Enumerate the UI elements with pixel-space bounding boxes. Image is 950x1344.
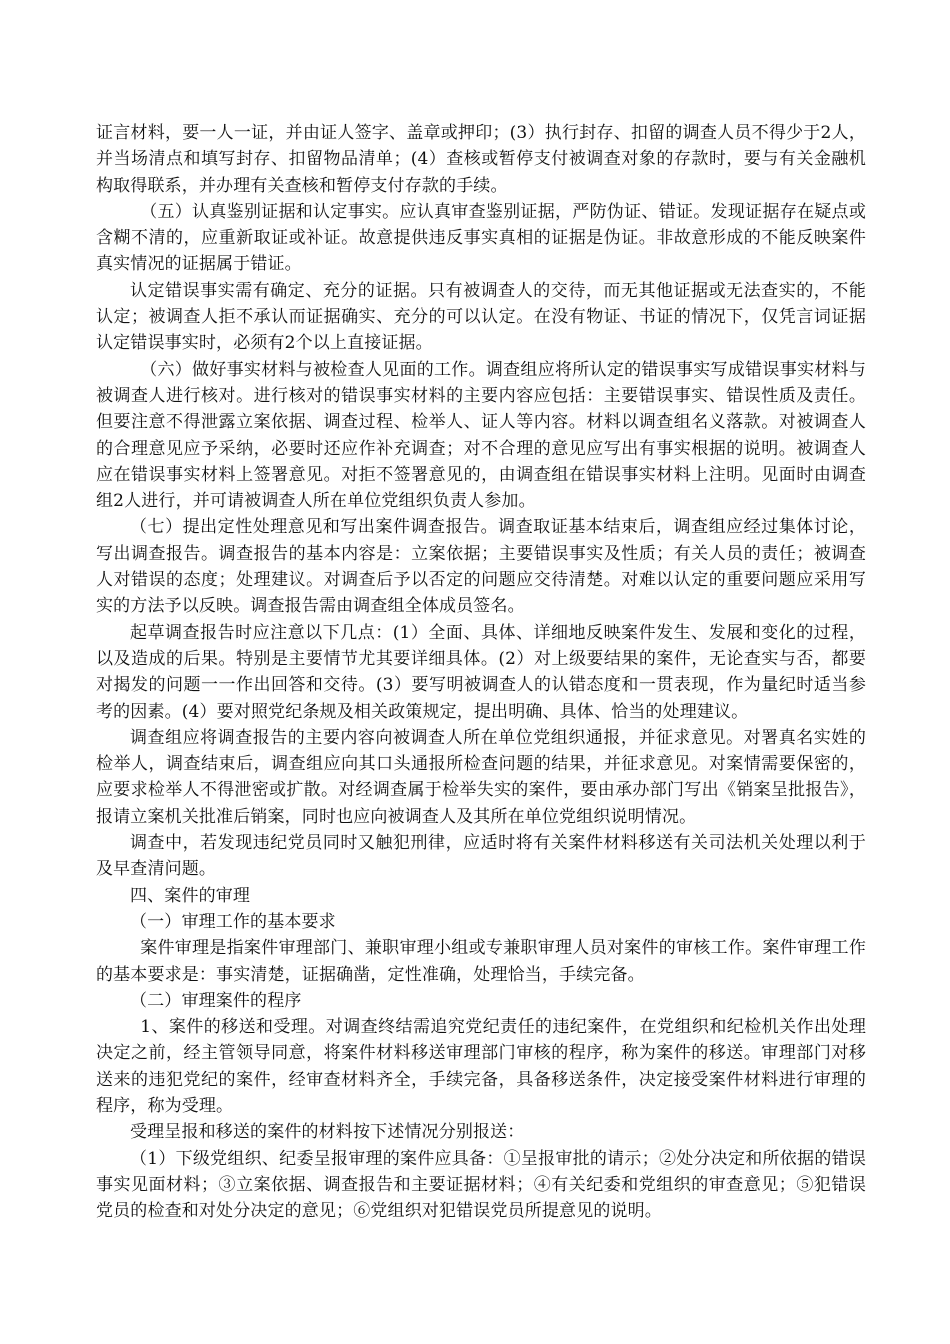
paragraph-criminal-transfer: 调查中，若发现违纪党员同时又触犯刑律，应适时将有关案件材料移送有关司法机关处理以利于及早查清问题。 — [96, 833, 866, 880]
paragraph-evidence-materials: 证言材料，要一人一证，并由证人签字、盖章或押印；(3）执行封存、扣留的调查人员不得少于2人，并当场清点和填写封存、扣留物品清单；(4）查核或暂停支付被调查对象的存款时，要与有关金融机构取得联系，并办理有关查核和暂停支付存款的手续。 — [96, 123, 866, 196]
paragraph-materials-intro: 受理呈报和移送的案件的材料按下述情况分别报送： — [130, 1122, 525, 1143]
section-heading-case-review: 四、案件的审理 — [130, 885, 251, 906]
paragraph-materials-list: （1）下级党组织、纪委呈报审理的案件应具备：①呈报审批的请示；②处分决定和所依据的错误事实见面材料；③立案依据、调查报告和主要证据材料；④有关纪委和党组织的审查意见；⑤犯错误党员的检查和对处分决定的意见；⑥党组织对犯错误党员所提意见的说明。 — [96, 1148, 866, 1222]
paragraph-section-six: （六）做好事实材料与被检查人见面的工作。调查组应将所认定的错误事实写成错误事实材料与被调查人进行核对。进行核对的错误事实材料的主要内容应包括：主要错误事实、错误性质及责任。但要注意不得泄露立案依据、调查过程、检举人、证人等内容。材料以调查组名义落款。对被调查人的合理意见应予采纳，必要时还应作补充调查；对不合理的意见应写出有事实根据的说明。被调查人应在错误事实材料上签署意见。对拒不签署意见的，由调查组在错误事实材料上注明。见面时由调查组2人进行，并可请被调查人所在单位党组织负责人参加。 — [96, 359, 866, 512]
subheading-basic-requirements: （一）审理工作的基本要求 — [130, 911, 336, 932]
paragraph-section-seven: （七）提出定性处理意见和写出案件调查报告。调查取证基本结束后，调查组应经过集体讨论，写出调查报告。调查报告的基本内容是：立案依据；主要错误事实及性质；有关人员的责任；被调查人对错误的态度；处理建议。对调查后予以否定的问题应交待清楚。对难以认定的重要问题应采用写实的方法予以反映。调查报告需由调查组全体成员签名。 — [96, 517, 866, 617]
paragraph-section-five: （五）认真鉴别证据和认定事实。应认真审查鉴别证据，严防伪证、错证。发现证据存在疑点或含糊不清的，应重新取证或补证。故意提供违反事实真相的证据是伪证。非故意形成的不能反映案件真实情况的证据属于错证。 — [96, 201, 866, 275]
paragraph-report-notes: 起草调查报告时应注意以下几点：(1）全面、具体、详细地反映案件发生、发展和变化的过程，以及造成的后果。特别是主要情节尤其要详细具体。(2）对上级要结果的案件，无论查实与否，都要对揭发的问题一一作出回答和交待。(3）要写明被调查人的认错态度和一贯表现，作为量纪时适当参考的因素。(4）要对照党纪条规及相关政策规定，提出明确、具体、恰当的处理建议。 — [96, 622, 866, 722]
paragraph-report-notification: 调查组应将调查报告的主要内容向被调查人所在单位党组织通报，并征求意见。对署真名实姓的检举人，调查结束后，调查组应向其口头通报所检查问题的结果，并征求意见。对案情需要保密的，应要求检举人不得泄密或扩散。对经调查属于检举失实的案件，要由承办部门写出《销案呈批报告》，报请立案机关批准后销案，同时也应向被调查人及其所在单位党组织说明情况。 — [96, 727, 866, 827]
subheading-review-procedure: （二）审理案件的程序 — [130, 990, 302, 1011]
paragraph-confirm-facts: 认定错误事实需有确定、充分的证据。只有被调查人的交待，而无其他证据或无法查实的，不能认定；被调查人拒不承认而证据确实、充分的可以认定。在没有物证、书证的情况下，仅凭言词证据认定错误事实时，必须有2个以上直接证据。 — [96, 280, 866, 354]
paragraph-review-definition: 案件审理是指案件审理部门、兼职审理小组或专兼职审理人员对案件的审核工作。案件审理工作的基本要求是：事实清楚，证据确凿，定性准确，处理恰当，手续完备。 — [96, 938, 866, 985]
document-page — [96, 120, 866, 1224]
paragraph-transfer-acceptance: 1、案件的移送和受理。对调查终结需追究党纪责任的违纪案件，在党组织和纪检机关作出处理决定之前，经主管领导同意，将案件材料移送审理部门审核的程序，称为案件的移送。审理部门对移送来的违犯党纪的案件，经审查材料齐全，手续完备，具备移送条件，决定接受案件材料进行审理的程序，称为受理。 — [96, 1017, 866, 1116]
